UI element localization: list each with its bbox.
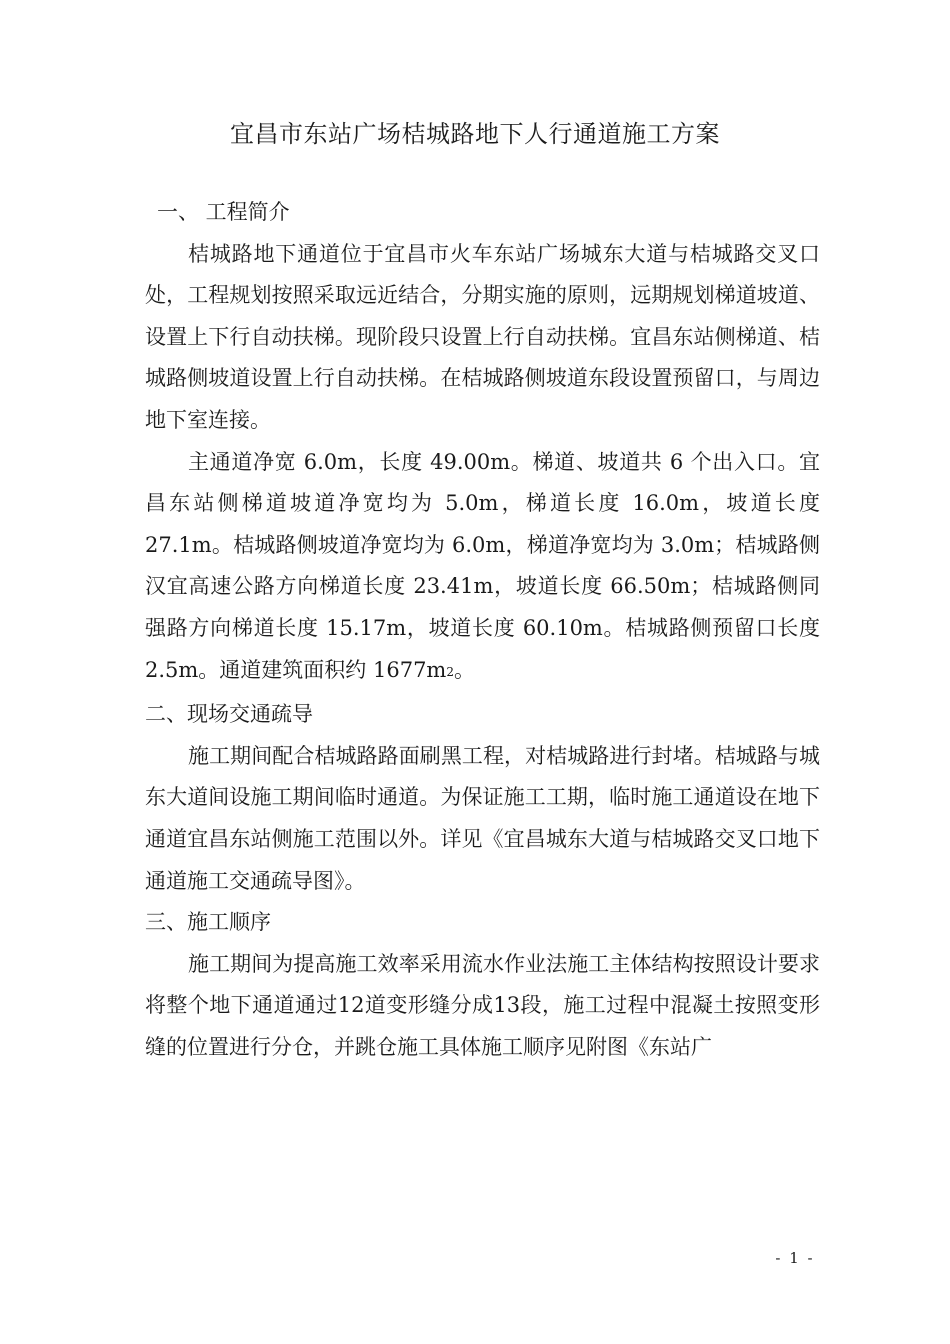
dimensions-text: 主通道净宽 6.0m，长度 49.00m。梯道、坡道共 6 个出入口。宜昌东站侧梯道坡道净宽均为 5.0m，梯道长度 16.0m，坡道长度 27.1m。桔城路侧坡道净宽均为 6.0m，梯道净宽均为 3.0m；桔城路侧汉宜高速公路方向梯道长度 23.41m，坡道长度 66.50m；桔城路侧同强路方向梯道长度 15.17m，坡道长度 60.10m。桔城路侧预留口长度 2.5m。通道建筑面积约 1677m (145, 449, 820, 682)
document-body (145, 192, 820, 1068)
paragraph-overview-location: 桔城路地下通道位于宜昌市火车东站广场城东大道与桔城路交叉口处，工程规划按照采取远近结合，分期实施的原则，远期规划梯道坡道、设置上下行自动扶梯。现阶段只设置上行自动扶梯。宜昌东站侧梯道、桔城路侧坡道设置上行自动扶梯。在桔城路侧坡道东段设置预留口，与周边地下室连接。 (145, 241, 820, 432)
area-superscript: 2 (446, 664, 454, 679)
page-number: - 1 - (775, 1249, 815, 1267)
section-heading-overview: 一、 工程简介 (157, 200, 290, 224)
document-title: 宜昌市东站广场桔城路地下人行通道施工方案 (230, 120, 720, 148)
section-heading-traffic: 二、现场交通疏导 (145, 702, 313, 727)
paragraph-sequence: 施工期间为提高施工效率采用流水作业法施工主体结构按照设计要求将整个地下通道通过12道变形缝分成13段，施工过程中混凝土按照变形缝的位置进行分仓，并跳仓施工具体施工顺序见附图《东站广 (145, 951, 820, 1059)
dimensions-suffix: 。 (453, 657, 475, 682)
paragraph-overview-dimensions (145, 442, 820, 695)
paragraph-traffic: 施工期间配合桔城路路面刷黑工程，对桔城路进行封堵。桔城路与城东大道间设施工期间临时通道。为保证施工工期，临时施工通道设在地下通道宜昌东站侧施工范围以外。详见《宜昌城东大道与桔城路交叉口地下通道施工交通疏导图》。 (145, 743, 820, 893)
section-heading-sequence: 三、施工顺序 (145, 910, 271, 935)
